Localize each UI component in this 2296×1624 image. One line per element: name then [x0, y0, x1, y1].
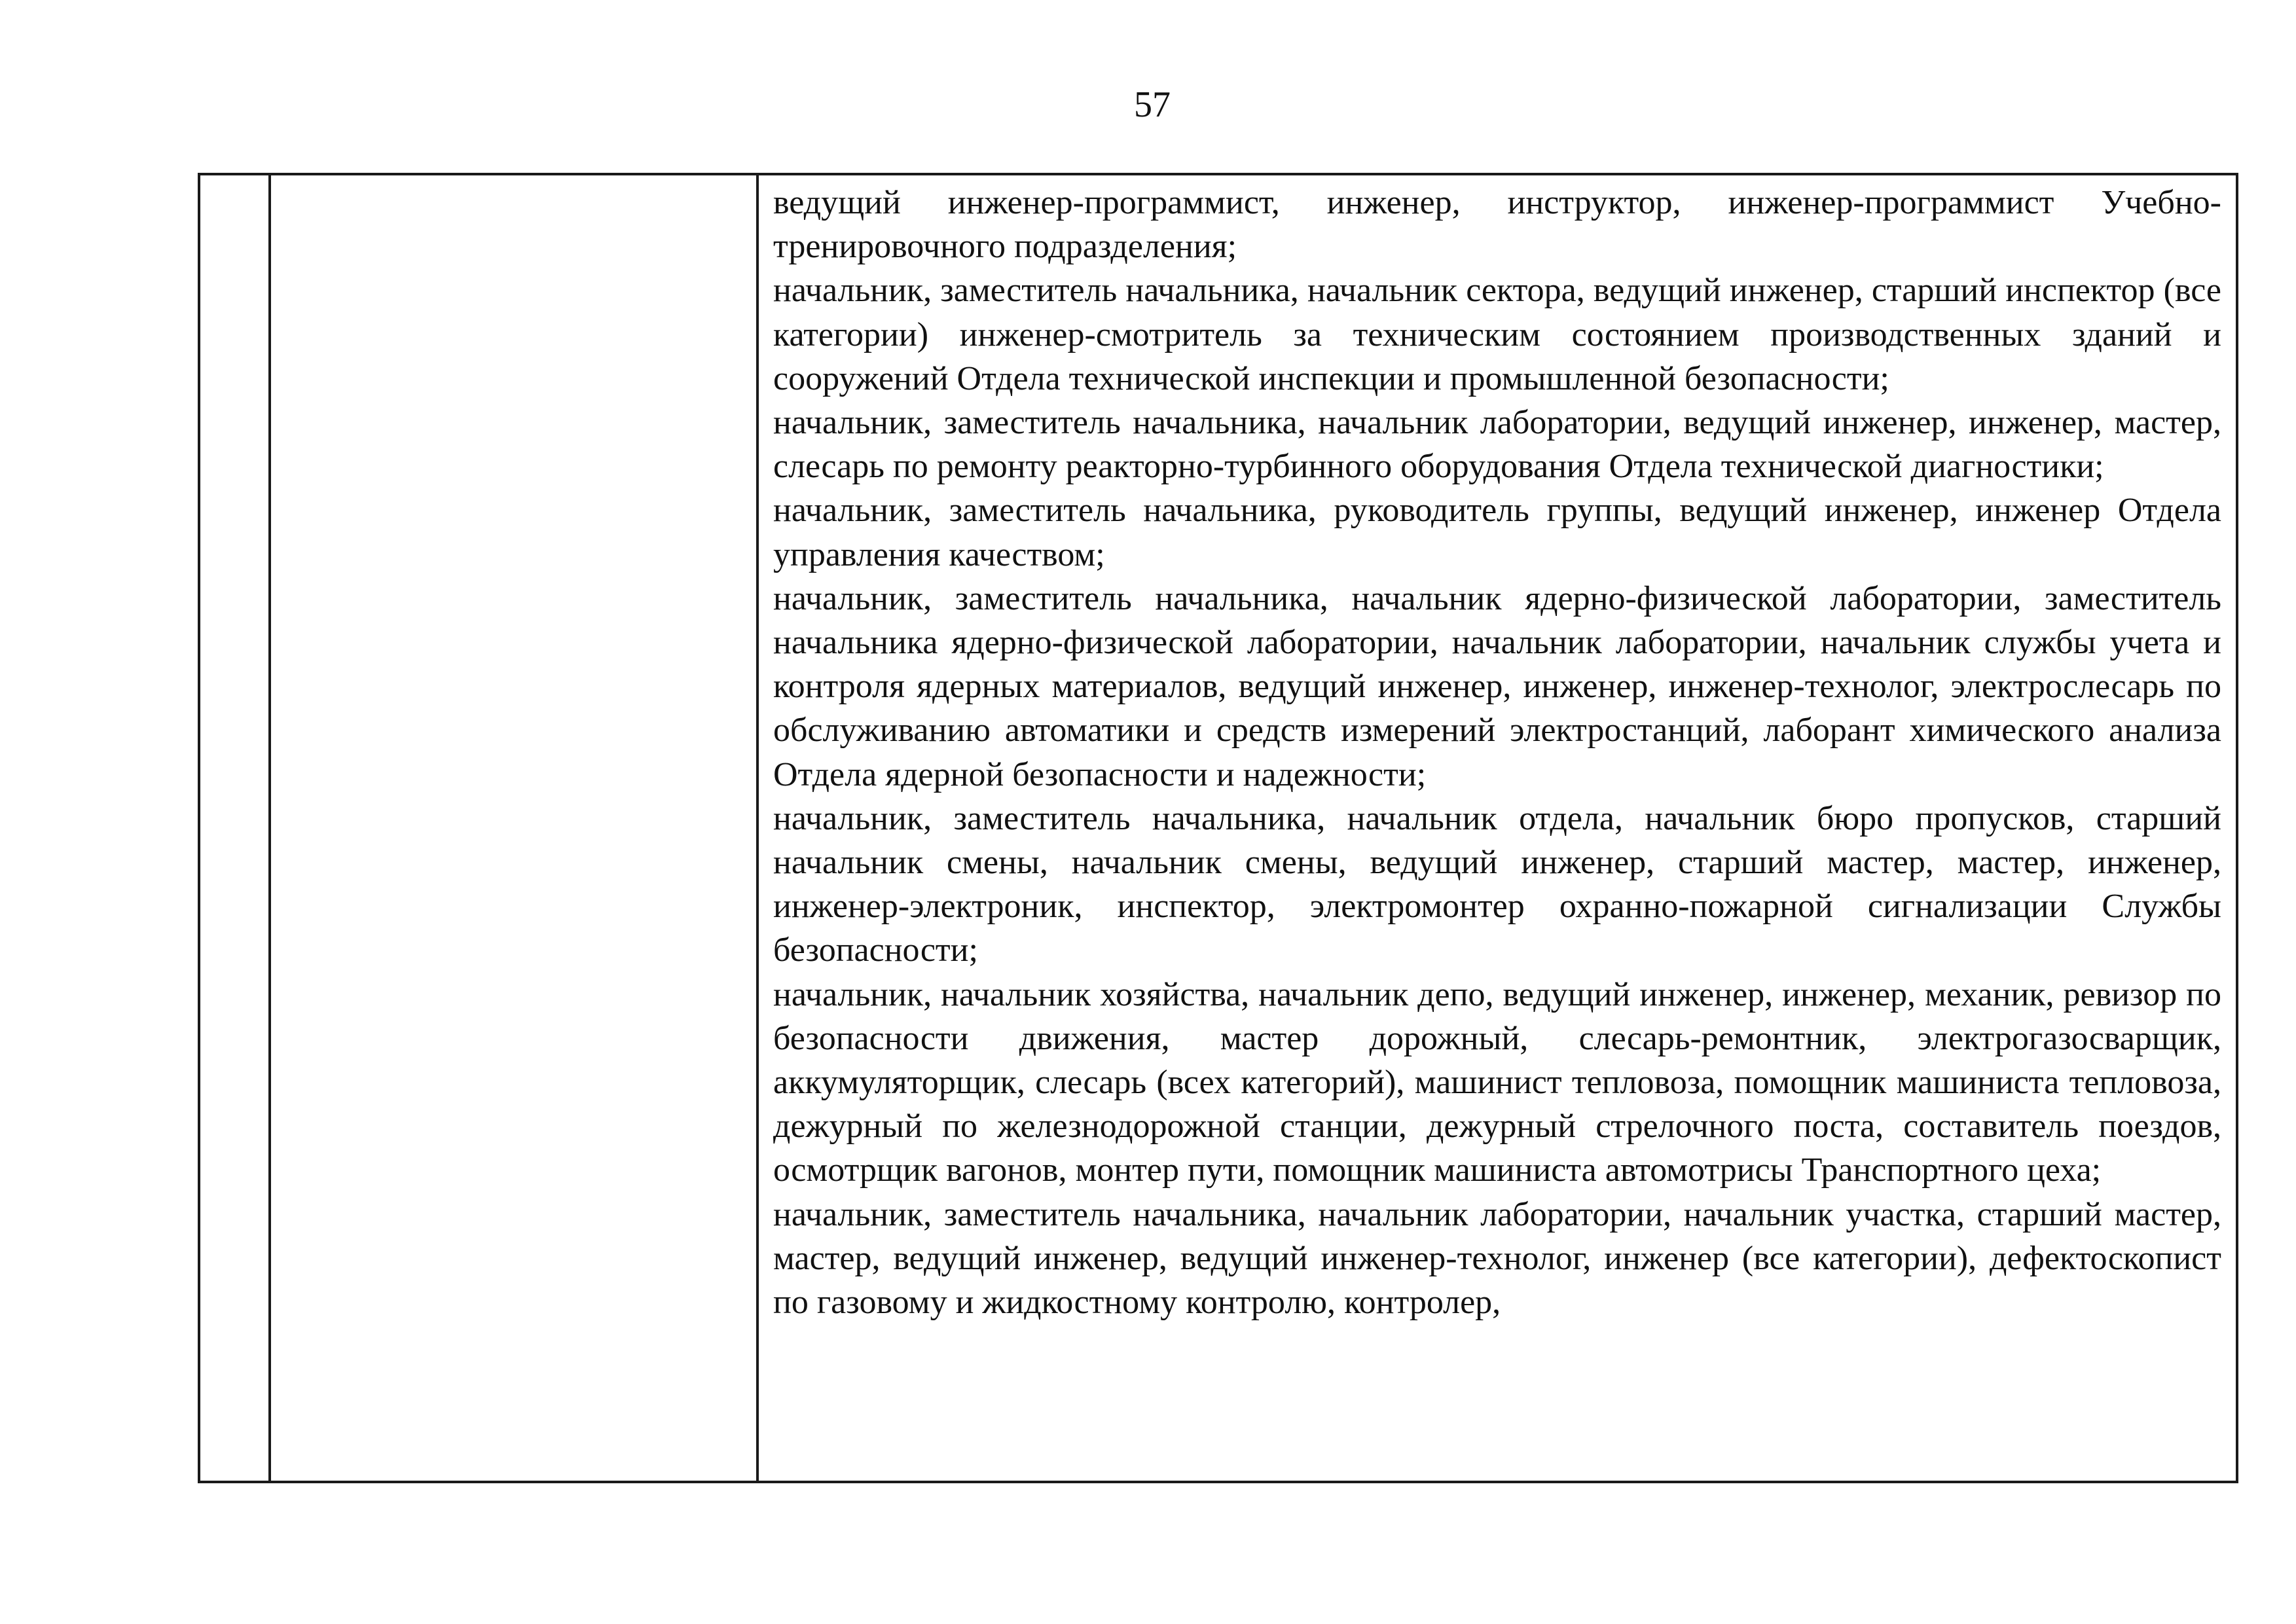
table-cell-number	[199, 174, 270, 1482]
table-row	[199, 174, 2237, 1482]
list-item: начальник, заместитель начальника, начальник сектора, ведущий инженер, старший инспектор (все категории) инженер-смотритель за техническим состоянием производственных зданий и сооружений Отдела технической инспекции и промышленной безопасности;	[773, 272, 2221, 397]
list-item: начальник, заместитель начальника, руководитель группы, ведущий инженер, инженер Отдела управления качеством;	[773, 492, 2221, 573]
positions-list	[759, 175, 2236, 1324]
table-cell-positions	[757, 174, 2237, 1482]
table-cell-name	[270, 174, 757, 1482]
document-table	[198, 173, 2238, 1483]
list-item: начальник, начальник хозяйства, начальник депо, ведущий инженер, инженер, механик, ревизор по безопасности движения, мастер дорожный, слесарь-ремонтник, электрогазосварщик, аккумуляторщик, слесарь (всех категорий), машинист тепловоза, помощник машиниста тепловоза, дежурный по железнодорожной станции, дежурный стрелочного поста, составитель поездов, осмотрщик вагонов, монтер пути, помощник машиниста автомотрисы Транспортного цеха;	[773, 975, 2221, 1189]
list-item: ведущий инженер-программист, инженер, инструктор, инженер-программист Учебно-тренировочного подразделения;	[773, 184, 2221, 266]
list-item: начальник, заместитель начальника, начальник лаборатории, начальник участка, старший мастер, мастер, ведущий инженер, ведущий инженер-технолог, инженер (все категории), дефектоскопист по газовому и жидкостному контролю, контролер,	[773, 1195, 2221, 1322]
page-number: 57	[1134, 84, 1171, 125]
list-item: начальник, заместитель начальника, начальник ядерно-физической лаборатории, заместитель начальника ядерно-физической лаборатории, начальник лаборатории, начальник службы учета и контроля ядерных материалов, ведущий инженер, инженер, инженер-технолог, электрослесарь по обслуживанию автоматики и средств измерений электростанций, лаборант химического анализа Отдела ядерной безопасности и надежности;	[773, 579, 2221, 793]
list-item: начальник, заместитель начальника, начальник лаборатории, ведущий инженер, инженер, мастер, слесарь по ремонту реакторно-турбинного оборудования Отдела технической диагностики;	[773, 404, 2221, 486]
list-item: начальник, заместитель начальника, начальник отдела, начальник бюро пропусков, старший начальник смены, начальник смены, ведущий инженер, старший мастер, мастер, инженер, инженер-электроник, инспектор, электромонтер охранно-пожарной сигнализации Службы безопасности;	[773, 799, 2221, 969]
